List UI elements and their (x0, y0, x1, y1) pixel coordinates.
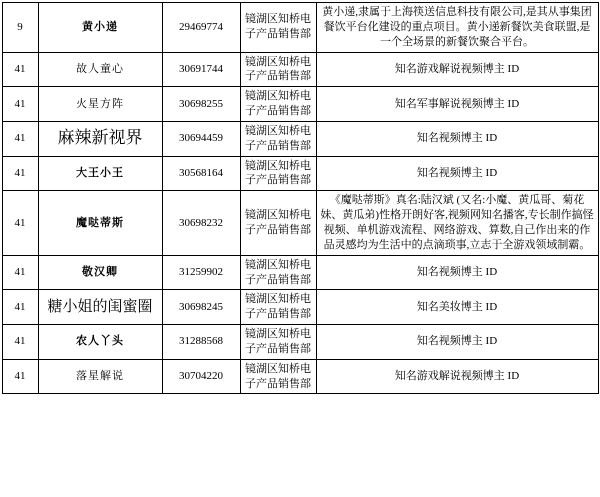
cell-name: 敬汉卿 (38, 255, 162, 290)
table-row (2, 359, 598, 394)
cell-name: 黄小递 (38, 3, 162, 53)
cell-name: 魔哒蒂斯 (38, 191, 162, 255)
cell-description: 知名视频博主 ID (316, 156, 598, 191)
cell-index: 41 (2, 87, 38, 122)
table-body (2, 3, 598, 394)
cell-description: 知名视频博主 ID (316, 325, 598, 360)
cell-name: 麻辣新视界 (38, 121, 162, 156)
cell-name: 火星方阵 (38, 87, 162, 122)
cell-index: 41 (2, 255, 38, 290)
cell-index: 41 (2, 156, 38, 191)
cell-id: 30691744 (162, 52, 240, 87)
table-row (2, 121, 598, 156)
cell-index: 9 (2, 3, 38, 53)
cell-department: 镜湖区知桥电子产品销售部 (240, 325, 316, 360)
cell-id: 31259902 (162, 255, 240, 290)
data-table (2, 2, 599, 394)
cell-index: 41 (2, 359, 38, 394)
table-row (2, 87, 598, 122)
cell-description: 知名美妆博主 ID (316, 290, 598, 325)
cell-name: 大王小王 (38, 156, 162, 191)
table-row (2, 255, 598, 290)
cell-department: 镜湖区知桥电子产品销售部 (240, 87, 316, 122)
cell-department: 镜湖区知桥电子产品销售部 (240, 191, 316, 255)
table-row (2, 191, 598, 255)
table-row (2, 325, 598, 360)
table-row (2, 290, 598, 325)
cell-id: 30698245 (162, 290, 240, 325)
cell-id: 30568164 (162, 156, 240, 191)
cell-id: 29469774 (162, 3, 240, 53)
cell-id: 30698255 (162, 87, 240, 122)
cell-department: 镜湖区知桥电子产品销售部 (240, 255, 316, 290)
cell-description: 知名视频博主 ID (316, 121, 598, 156)
cell-description: 知名军事解说视频博主 ID (316, 87, 598, 122)
cell-id: 30704220 (162, 359, 240, 394)
cell-department: 镜湖区知桥电子产品销售部 (240, 359, 316, 394)
cell-index: 41 (2, 290, 38, 325)
cell-name: 故人童心 (38, 52, 162, 87)
cell-description: 知名视频博主 ID (316, 255, 598, 290)
cell-department: 镜湖区知桥电子产品销售部 (240, 121, 316, 156)
table-row (2, 3, 598, 53)
cell-description: 黄小递,隶属于上海筷送信息科技有限公司,是其从事集团餐饮平台化建设的重点项目。黄小递新餐饮美食联盟,是一个全场景的新餐饮聚合平台。 (316, 3, 598, 53)
cell-index: 41 (2, 121, 38, 156)
cell-description: 知名游戏解说视频博主 ID (316, 52, 598, 87)
cell-name: 农人丫头 (38, 325, 162, 360)
cell-name: 落星解说 (38, 359, 162, 394)
cell-id: 30698232 (162, 191, 240, 255)
cell-department: 镜湖区知桥电子产品销售部 (240, 290, 316, 325)
cell-id: 31288568 (162, 325, 240, 360)
table-row (2, 52, 598, 87)
cell-description: 知名游戏解说视频博主 ID (316, 359, 598, 394)
cell-department: 镜湖区知桥电子产品销售部 (240, 3, 316, 53)
cell-index: 41 (2, 52, 38, 87)
cell-id: 30694459 (162, 121, 240, 156)
cell-department: 镜湖区知桥电子产品销售部 (240, 52, 316, 87)
table-row (2, 156, 598, 191)
cell-index: 41 (2, 325, 38, 360)
cell-description: 《魔哒蒂斯》真名:陆汉斌 (又名:小魔、黄瓜哥、菊花妹、黄瓜弟)性格开朗好客,视频网知名播客,专长制作搞怪视频、单机游戏流程、网络游戏、算数,自己作出来的作品灵感均为生活中的点滴琐事,立志于全游戏领域制霸。 (316, 191, 598, 255)
cell-index: 41 (2, 191, 38, 255)
cell-department: 镜湖区知桥电子产品销售部 (240, 156, 316, 191)
cell-name: 糖小姐的闺蜜圈 (38, 290, 162, 325)
